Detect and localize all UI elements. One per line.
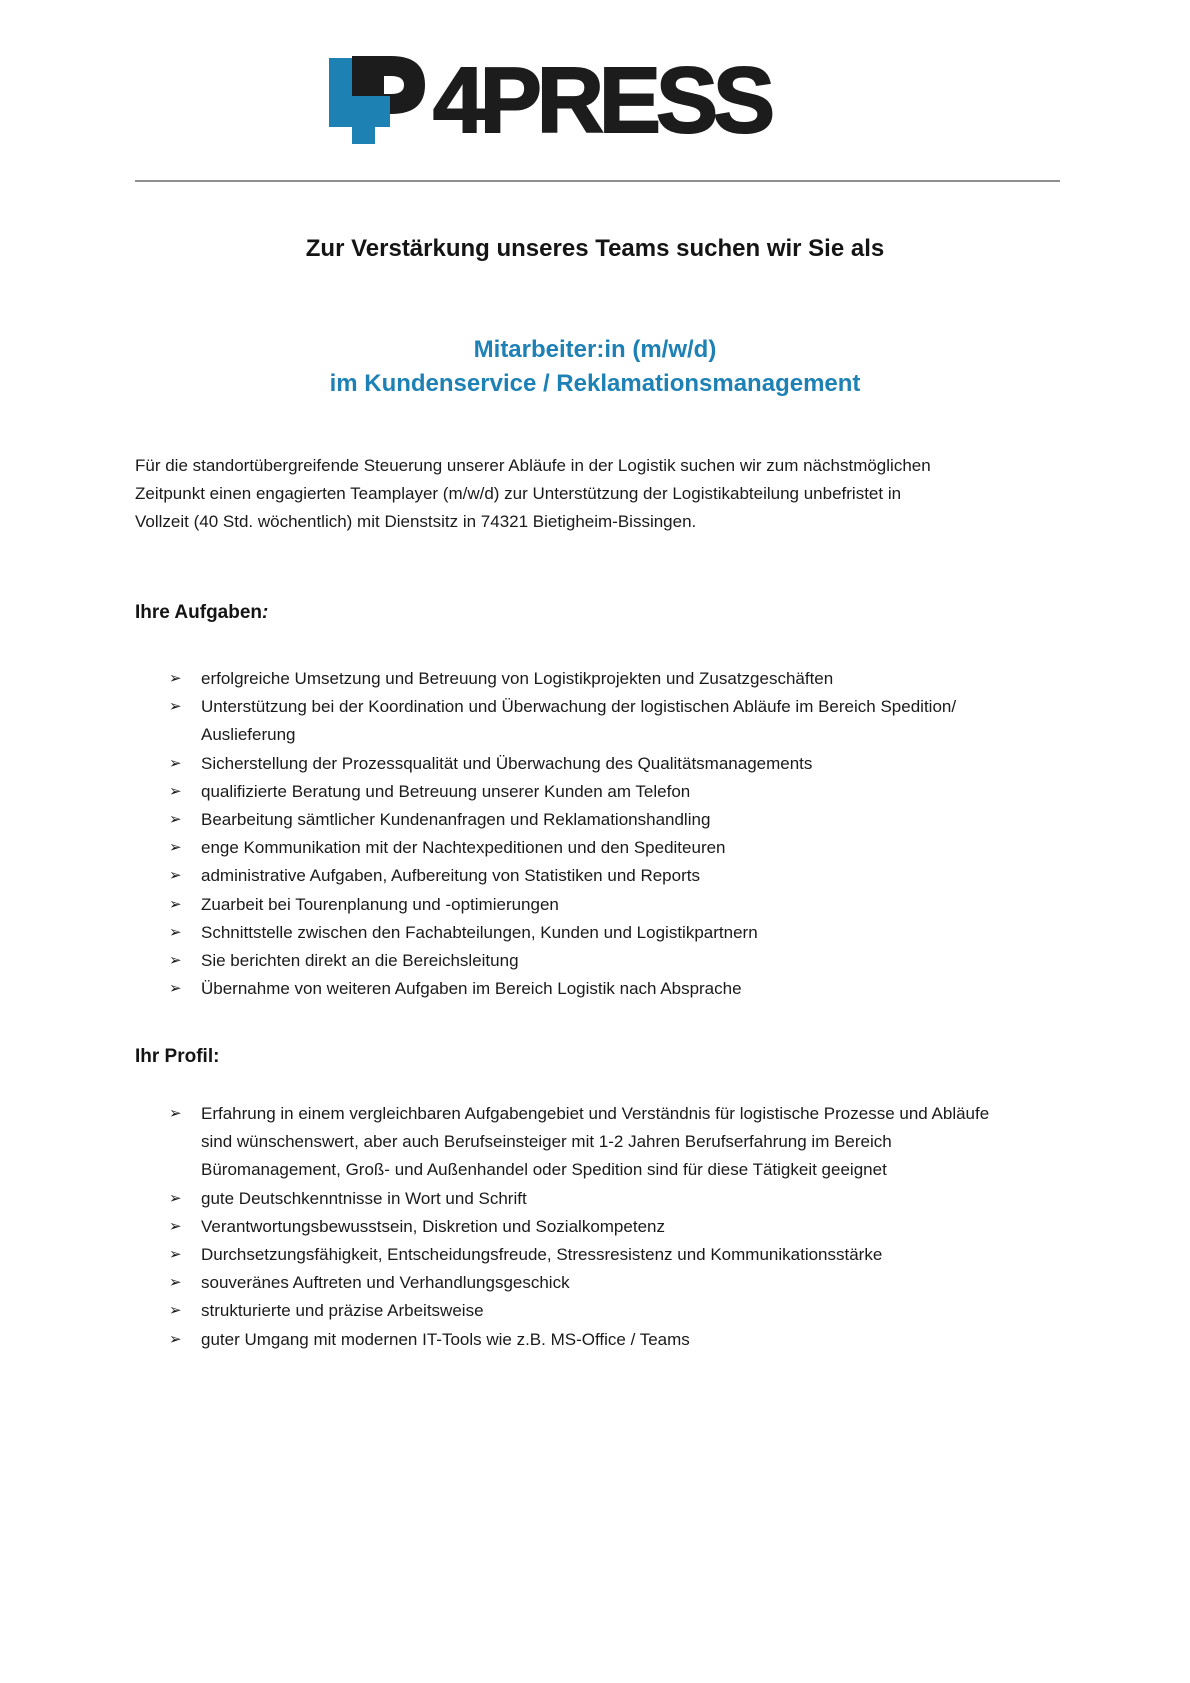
company-logo: [300, 47, 771, 152]
task-list-item: [168, 693, 1013, 749]
arrow-bullet-icon: ➢: [169, 811, 182, 829]
arrow-bullet-icon: ➢: [169, 1274, 182, 1292]
arrow-bullet-icon: ➢: [169, 839, 182, 857]
profile-item-text: guter Umgang mit modernen IT-Tools wie z.B. MS-Office / Teams: [201, 1329, 690, 1349]
task-list-item: [168, 919, 1013, 947]
4p-monogram-icon: [300, 54, 427, 146]
tasks-list: [168, 665, 1013, 1003]
intro-heading: Zur Verstärkung unseres Teams suchen wir Sie als: [305, 235, 885, 262]
tasks-section-heading: [135, 602, 268, 624]
profile-item-text: gute Deutschkenntnisse in Wort und Schrift: [201, 1188, 527, 1208]
task-list-item: [168, 862, 1013, 890]
arrow-bullet-icon: ➢: [169, 1246, 182, 1264]
profile-list-item: [168, 1297, 1013, 1325]
arrow-bullet-icon: ➢: [169, 895, 182, 913]
header-divider: [135, 180, 1060, 182]
task-item-text: administrative Aufgaben, Aufbereitung von Statistiken und Reports: [201, 866, 700, 886]
job-title-line2: im Kundenservice / Reklamationsmanagement: [329, 370, 861, 397]
profile-item-text: Erfahrung in einem vergleichbaren Aufgabengebiet und Verständnis für logistische Prozesse und Abläufe sind wünschenswert, aber auch Berufseinsteiger mit 1-2 Jahren Berufserfahrung im Bereich Büromanagement, Groß- und Außenhandel oder Spedition sind für diese Tätigkeit geeignet: [201, 1104, 990, 1180]
profile-item-text: Durchsetzungsfähigkeit, Entscheidungsfreude, Stressresistenz und Kommunikationsstärke: [201, 1245, 883, 1265]
task-list-item: [168, 891, 1013, 919]
task-item-text: Sie berichten direkt an die Bereichsleitung: [201, 951, 519, 971]
task-item-text: Übernahme von weiteren Aufgaben im Bereich Logistik nach Absprache: [201, 979, 742, 999]
arrow-bullet-icon: ➢: [169, 1189, 182, 1207]
job-title: [95, 333, 1095, 401]
job-title-line1: Mitarbeiter:in (m/w/d): [473, 336, 717, 363]
task-list-item: [168, 806, 1013, 834]
profile-list-item: [168, 1326, 1013, 1354]
task-list-item: [168, 665, 1013, 693]
task-item-text: Unterstützung bei der Koordination und Überwachung der logistischen Abläufe im Bereich Spedition/ Auslieferung: [201, 697, 957, 745]
profile-list-item: [168, 1100, 1013, 1185]
arrow-bullet-icon: ➢: [169, 1217, 182, 1235]
task-list-item: [168, 750, 1013, 778]
task-item-text: erfolgreiche Umsetzung und Betreuung von Logistikprojekten und Zusatzgeschäften: [201, 669, 834, 688]
profile-list-item: [168, 1213, 1013, 1241]
profile-list: [168, 1100, 1013, 1354]
brand-wordmark: 4PRESS: [433, 47, 771, 152]
tasks-heading-text: Ihre Aufgaben: [135, 602, 263, 623]
profile-section-heading: Ihr Profil:: [135, 1046, 220, 1067]
profile-list-item: [168, 1269, 1013, 1297]
profile-item-text: Verantwortungsbewusstsein, Diskretion und Sozialkompetenz: [201, 1216, 665, 1236]
task-list-item: [168, 778, 1013, 806]
arrow-bullet-icon: ➢: [169, 782, 182, 800]
task-item-text: Sicherstellung der Prozessqualität und Überwachung des Qualitätsmanagements: [201, 753, 813, 773]
tasks-heading-colon: :: [262, 602, 269, 623]
profile-list-item: [168, 1241, 1013, 1269]
task-item-text: qualifizierte Beratung und Betreuung unserer Kunden am Telefon: [201, 781, 691, 801]
arrow-bullet-icon: ➢: [169, 923, 182, 941]
task-list-item: [168, 834, 1013, 862]
task-item-text: Schnittstelle zwischen den Fachabteilungen, Kunden und Logistikpartnern: [201, 922, 758, 942]
arrow-bullet-icon: ➢: [169, 980, 182, 998]
arrow-bullet-icon: ➢: [169, 670, 182, 687]
intro-paragraph: Für die standortübergreifende Steuerung unserer Abläufe in der Logistik suchen wir zum nächstmöglichen Zeitpunkt einen engagierten Teamplayer (m/w/d) zur Unterstützung der Logistikabteilung unbefristet in Vollzeit (40 Std. wöchentlich) mit Dienstsitz in 74321 Bietigheim-Bissingen.: [135, 456, 931, 531]
profile-item-text: souveränes Auftreten und Verhandlungsgeschick: [201, 1273, 570, 1293]
profile-list-item: [168, 1185, 1013, 1213]
arrow-bullet-icon: ➢: [169, 1105, 182, 1122]
task-item-text: Bearbeitung sämtlicher Kundenanfragen und Reklamationshandling: [201, 810, 711, 830]
arrow-bullet-icon: ➢: [169, 754, 182, 772]
task-list-item: [168, 975, 1013, 1003]
arrow-bullet-icon: ➢: [169, 1302, 182, 1320]
arrow-bullet-icon: ➢: [169, 698, 182, 716]
arrow-bullet-icon: ➢: [169, 867, 182, 885]
task-item-text: Zuarbeit bei Tourenplanung und -optimierungen: [201, 894, 559, 914]
arrow-bullet-icon: ➢: [169, 1330, 182, 1348]
arrow-bullet-icon: ➢: [169, 952, 182, 970]
profile-item-text: strukturierte und präzise Arbeitsweise: [201, 1301, 484, 1321]
task-list-item: [168, 947, 1013, 975]
task-item-text: enge Kommunikation mit der Nachtexpeditionen und den Spediteuren: [201, 838, 726, 858]
